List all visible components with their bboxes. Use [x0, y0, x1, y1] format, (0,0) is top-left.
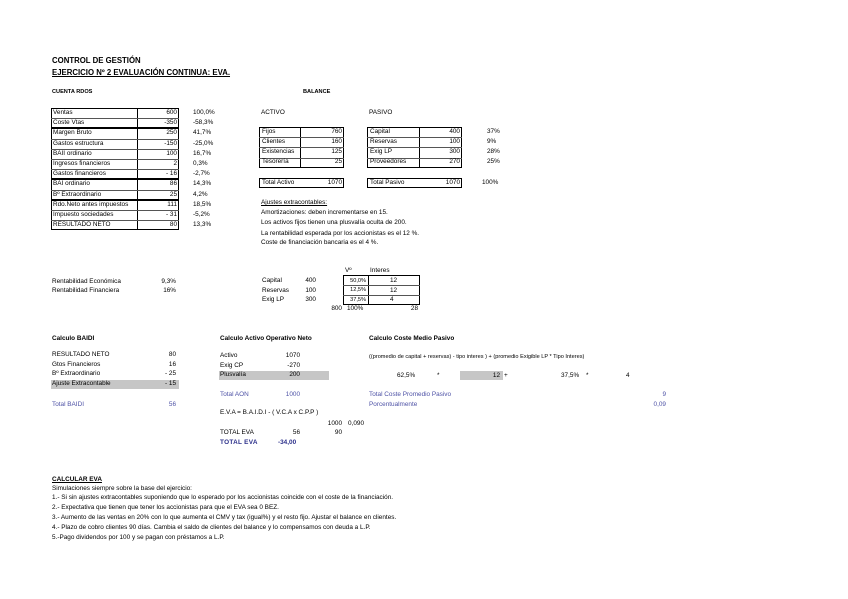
wacc-row-divider	[343, 285, 420, 286]
activo-row-value: 760	[331, 128, 342, 135]
income-row-value: 250	[166, 129, 177, 137]
wacc-total-value: 800	[331, 305, 342, 312]
pasivo-row-value: 400	[449, 128, 460, 135]
pasivo-row-label: Proveedores	[370, 158, 407, 165]
income-row-pct: 4,2%	[193, 190, 208, 198]
activo-row-label: Fijos	[262, 128, 276, 135]
income-row-value: -350	[164, 119, 177, 127]
total-eva-label: TOTAL EVA	[220, 429, 254, 436]
wacc-row-pct: 50,0%	[350, 277, 366, 284]
cmp-v4: 4	[626, 372, 630, 379]
calcular-item: 5.-Pago dividendos por 100 y se pagan con préstamos a L.P.	[52, 534, 225, 541]
income-row-label: Coste Vtas	[53, 119, 85, 127]
pasivo-row-pct: 37%	[487, 128, 500, 135]
eva-formula-aon: 1000	[327, 420, 342, 427]
income-row-pct: 100,0%	[193, 109, 215, 116]
income-row-value: 80	[169, 221, 177, 229]
document-title: CONTROL DE GESTIÓN	[52, 56, 141, 65]
aon-row-label: Exig CP	[220, 361, 244, 369]
aon-row-label: Activo	[220, 352, 238, 359]
wacc-total-interes: 28	[410, 305, 418, 312]
cmp-op3: *	[586, 372, 589, 379]
income-row-value: 111	[167, 200, 177, 208]
wacc-row-divider	[343, 295, 420, 296]
pasivo-row-value: 100	[449, 138, 460, 145]
income-row-value: - 16	[165, 170, 177, 178]
income-row-value: 25	[169, 190, 177, 198]
wacc-row-label: Capital	[262, 277, 282, 284]
pasivo-row-pct: 9%	[487, 138, 497, 145]
income-row-pct: 14,3%	[193, 180, 212, 188]
cmp-v2: 12	[492, 372, 500, 379]
income-row-label: Ventas	[53, 109, 73, 116]
wacc-row-label: Reservas	[262, 286, 289, 294]
rentabilidad-economica-label: Rentabilidad Económica	[52, 278, 121, 285]
aon-row-value: 1070	[285, 352, 300, 359]
cmp-heading: Calculo Coste Medio Pasivo	[369, 335, 455, 342]
activo-row-value: 25	[334, 158, 342, 165]
wacc-box-divider	[368, 275, 369, 305]
income-row-value: -150	[164, 139, 177, 147]
income-row-label: Impuesto sociedades	[53, 211, 114, 218]
total-baidi-label: Total BAIDI	[52, 401, 84, 408]
pasivo-row-pct: 28%	[487, 148, 500, 155]
income-row-pct: 0,3%	[193, 160, 208, 167]
balance-heading: BALANCE	[303, 89, 331, 95]
baidi-row-value: - 15	[164, 379, 176, 387]
income-row-label: Gastos financieros	[53, 170, 106, 178]
wacc-row-interes: 4	[390, 296, 394, 303]
income-row-pct: -25,0%	[193, 139, 214, 147]
income-row-pct: 16,7%	[193, 149, 212, 157]
eva-formula: E.V.A = B.A.I.D.I - ( V.C.A x C.P.P )	[220, 409, 319, 416]
total-eva-baidi: 56	[292, 429, 300, 436]
total-pasivo-pct: 100%	[482, 179, 499, 186]
income-row-value: 2	[173, 160, 177, 167]
baidi-row-label: Bº Extraordinario	[52, 370, 101, 377]
calcular-eva-heading: CALCULAR EVA	[52, 476, 102, 483]
baidi-row-value: - 25	[164, 370, 176, 377]
baidi-row-value: 16	[168, 360, 176, 368]
aon-row-value: 200	[289, 371, 300, 378]
rentabilidad-financiera-label: Rentabilidad Financiera	[52, 287, 120, 294]
activo-row-label: Clientes	[262, 138, 286, 145]
cmp-total-label: Total Coste Promedio Pasivo	[369, 391, 452, 398]
activo-row-value: 160	[331, 138, 342, 145]
wacc-total-pct: 100%	[347, 305, 364, 312]
exercise-subtitle: EJERCICIO Nº 2 EVALUACIÓN CONTINUA: EVA.	[52, 68, 231, 77]
ajuste-line: Los activos fijos tienen una plusvalía oculta de 200.	[261, 219, 407, 226]
income-row-label: Ingresos financieros	[53, 160, 111, 167]
income-row-label: Bº Extraordinario	[53, 190, 102, 198]
pasivo-heading: PASIVO	[369, 109, 393, 116]
ajuste-line: Amortizaciones: deben incrementarse en 15.	[261, 209, 388, 216]
wacc-row-value: 400	[305, 277, 316, 284]
calcular-item: 1.- Si sin ajustes extracontables suponiendo que lo esperado por los accionistas coincide con el coste de la financiación.	[52, 494, 394, 501]
aon-row-label: Plusvalía	[220, 371, 246, 378]
cmp-v1: 62,5%	[397, 372, 416, 379]
aon-heading: Calculo Activo Operativo Neto	[220, 335, 312, 342]
eva-formula-cpp: 0,090	[348, 420, 364, 427]
pasivo-row-label: Reservas	[370, 138, 397, 145]
income-group-divider	[137, 128, 138, 179]
baidi-heading: Calculo BAIDI	[52, 335, 95, 342]
pasivo-row-pct: 25%	[487, 158, 500, 165]
income-group-divider	[137, 200, 138, 231]
total-pasivo-label: Total Pasivo	[370, 179, 405, 186]
total-activo-label: Total Activo	[262, 179, 295, 186]
wacc-row-label: Exig LP	[262, 296, 285, 303]
total-activo-value: 1070	[327, 179, 342, 186]
activo-row-value: 125	[331, 148, 342, 155]
cmp-v3: 37,5%	[561, 372, 580, 379]
wacc-row-interes: 12	[390, 286, 398, 294]
rentabilidad-financiera-value: 16%	[163, 287, 176, 294]
wacc-row-value: 100	[305, 286, 316, 294]
cmp-op1: *	[437, 372, 440, 379]
activo-row-label: Tesorería	[262, 158, 289, 165]
calcular-item: 2.- Expectativa que tienen que tener los accionistas para que el EVA sea 0 BEZ.	[52, 504, 279, 511]
income-row-pct: 13,3%	[193, 221, 212, 229]
pasivo-row-label: Exig LP	[370, 148, 393, 155]
total-aon-value: 1000	[285, 391, 300, 398]
income-row-pct: 18,5%	[193, 200, 212, 208]
baidi-row-label: Gtos Financieros	[52, 360, 101, 368]
income-row-value: 86	[169, 180, 177, 188]
aon-row-value: -270	[287, 361, 300, 369]
cmp-total-value: 9	[662, 391, 666, 398]
wacc-row-value: 300	[305, 296, 316, 303]
cmp-porc-value: 0,09	[653, 401, 666, 408]
income-row-label: Gastos estructura	[53, 139, 104, 147]
income-row-pct: 41,7%	[193, 129, 212, 137]
calcular-item: 4.- Plazo de cobro clientes 90 días. Cambia el saldo de clientes del balance y lo compensamos con deuda a L.P.	[52, 524, 371, 531]
ajustes-heading: Ajustes extracontables:	[261, 199, 328, 206]
activo-row-label: Existencias	[262, 148, 295, 155]
baidi-row-value: 80	[168, 351, 176, 358]
income-row-pct: -58,3%	[193, 119, 214, 127]
pasivo-row-value: 270	[449, 158, 460, 165]
cuenta-rdos-heading: CUENTA RDOS	[52, 89, 93, 95]
cmp-formula: ((promedio de capital + reservas) - tipo interes ) + (promedio Exigible LP * Tipo Interes)	[369, 354, 585, 360]
ajuste-line: La rentabilidad esperada por los accionistas es el 12 %.	[261, 230, 420, 237]
calcular-item: 3.- Aumento de las ventas en 20% con lo que aumenta el CMV y tax (igual%) y el resto fijo. Ajustar el balance en clientes.	[52, 514, 397, 521]
baidi-row-label: RESULTADO NETO	[52, 351, 110, 358]
cmp-op2: +	[504, 372, 508, 379]
income-row-value: - 31	[165, 211, 177, 218]
totaleva-label: TOTAL EVA	[220, 439, 258, 446]
income-row-label: Margen Bruto	[53, 129, 92, 137]
pasivo-row-label: Capital	[370, 128, 390, 135]
totaleva-value: -34,00	[278, 439, 297, 446]
baidi-row-label: Ajuste Extracontable	[52, 379, 111, 387]
vo-column-header: Vº	[345, 267, 352, 274]
total-eva-charge: 90	[334, 429, 342, 436]
total-aon-label: Total AON	[220, 391, 249, 398]
wacc-row-pct: 37,5%	[350, 296, 366, 303]
pasivo-row-value: 300	[449, 148, 460, 155]
total-pasivo-value: 1070	[445, 179, 460, 186]
income-row-pct: -5,2%	[193, 211, 210, 218]
wacc-row-interes: 12	[390, 277, 398, 284]
ajuste-line: Coste de financiación bancaria es el 4 %.	[261, 239, 379, 246]
income-row-pct: -2,7%	[193, 170, 210, 178]
cmp-porc-label: Porcentualmente	[369, 401, 418, 408]
income-row-label: RESULTADO NETO	[53, 221, 111, 229]
interes-column-header: Interes	[370, 267, 390, 274]
income-row-label: Rdo.Neto antes impuestos	[53, 200, 129, 208]
rentabilidad-economica-value: 9,3%	[161, 278, 176, 285]
activo-heading: ACTIVO	[261, 109, 285, 116]
total-baidi-value: 56	[168, 401, 176, 408]
income-row-label: BAII ordinario	[53, 149, 92, 157]
wacc-row-pct: 12,5%	[350, 287, 366, 293]
income-row-label: BAI ordinario	[53, 180, 90, 188]
income-row-value: 600	[166, 109, 177, 116]
income-row-value: 100	[166, 149, 177, 157]
calcular-intro: Simulaciones siempre sobre la base del ejercicio:	[52, 485, 192, 492]
